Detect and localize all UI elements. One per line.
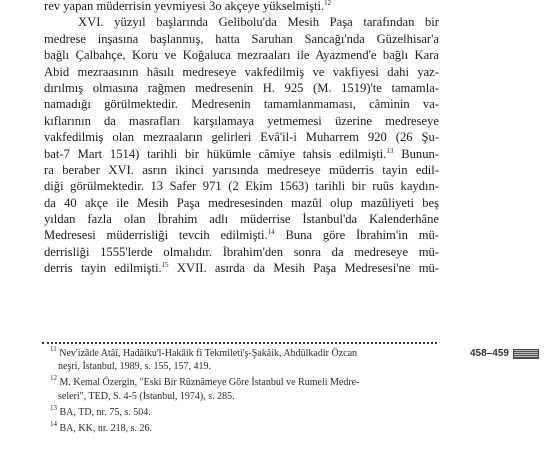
footnote-number: 12: [50, 374, 57, 383]
text-line-5: dırılmış olmasına rağmen medresenin H. 925 (M. 1519)'te tamamla-: [44, 80, 439, 95]
page-range-marker: [470, 348, 539, 359]
text-line-8: vakfedilmiş olan mezraaların gelirleri Evâ'il-i Muharrem 920 (26 Şu-: [44, 130, 439, 145]
text-line-6: namadığı görülmektedir. Medresenin tamamlanmaması, câminin va-: [44, 97, 439, 112]
text-line-12: da 40 akçe ile Mesih Paşa medresesinden mazûl olup mazûliyeti beş: [44, 195, 439, 210]
footnote-ref-13: 13: [386, 146, 394, 155]
footnote-number: 11: [50, 345, 57, 353]
text-line-15: derrisliği 1555'lerde olmalıdır. İbrahim'den sonra da medreseye mü-: [44, 244, 439, 259]
text-line-16: derris tayin edilmişti.$^{15}$ XVII. asırda da Mesih Paşa Medresesi'ne mü-: [44, 261, 440, 276]
text-line-1: XVI. yüzyıl başlarında Gelibolu'da Mesih Paşa tarafından bir: [78, 15, 439, 30]
text-line-9: bat-7 Mart 1514) tarihli bir hükümle câmiye tahsis edilmişti.$^{13}$ Bunun-: [44, 146, 439, 161]
footnote-text: Nev'izâde Atâî, Hadâiku'l-Hakâik fî Tekmileti'ş-Şakâik, Abdülkadir Özcan: [59, 348, 358, 359]
text-line-13: yıldan fazla olan İbrahim adlı müderrise İstanbul'da Kalenderhâne: [44, 212, 439, 227]
page-range-bar: [513, 349, 539, 359]
footnote-ref-12: 12: [324, 0, 332, 7]
footnotes: [50, 344, 440, 435]
footnote-number: 14: [50, 420, 57, 429]
footnote-text: BA, KK, nr. 218, s. 26.: [59, 423, 153, 435]
text-line-3: bağlı Çalbahçe, Koru ve Koğaluca mezraaları ile Ayazmend'e bağlı Kara: [44, 48, 439, 63]
text-line-0: rev yapan müderrisin yevmiyesi 3o akçeye yükselmişti.$^{12}$: [44, 0, 332, 13]
page-range-label: 458–459: [470, 348, 509, 359]
footnote-ref-14: 14: [267, 228, 275, 237]
text-line-2: medrese inşasına başlanmış, hatta Saruhan Sancağı'nda Güzelhisar'a: [44, 31, 439, 46]
footnote-14: [50, 422, 440, 435]
text-line-4: Abid mezraasının hâsılı medreseye vakfedilmiş ve vakfiyesi dahi yaz-: [44, 64, 439, 79]
footnote-ref-15: 15: [161, 261, 169, 270]
footnote-text-cont: neşri, İstanbul, 1989, s. 155, 157, 419.: [58, 361, 212, 373]
footnote-number: 13: [50, 403, 57, 412]
footnote-text: BA, TD, nr. 75, s. 504.: [59, 406, 151, 418]
footnote-text: M. Kemal Özergin, "Eski Bir Rûznâmeye Göre İstanbul ve Rumeli Medre-: [59, 377, 360, 389]
text-line-11: diği görülmektedir. 13 Safer 971 (2 Ekim 1563) tarihli bir ruûs kaydın-: [44, 179, 439, 194]
text-line-7: kıflarının da masrafları karşılamaya yetmemesi üzerine medreseye: [44, 113, 439, 128]
text-line-10: ra beraber XVI. asrın ikinci yarısında medreseye müderris tayin edil-: [44, 162, 439, 177]
text-line-14: Medresesi müderrisliği tevcih edilmişti.$^{14}$ Buna göre İbrahim'in mü-: [44, 228, 439, 243]
footnote-11: [50, 347, 440, 373]
footnote-13: [50, 403, 440, 419]
footnote-text-cont: seleri", TED, S. 4-5 (İstanbul, 1974), s. 285.: [58, 390, 235, 402]
main-text: [44, 0, 439, 277]
footnote-12: [50, 376, 440, 402]
